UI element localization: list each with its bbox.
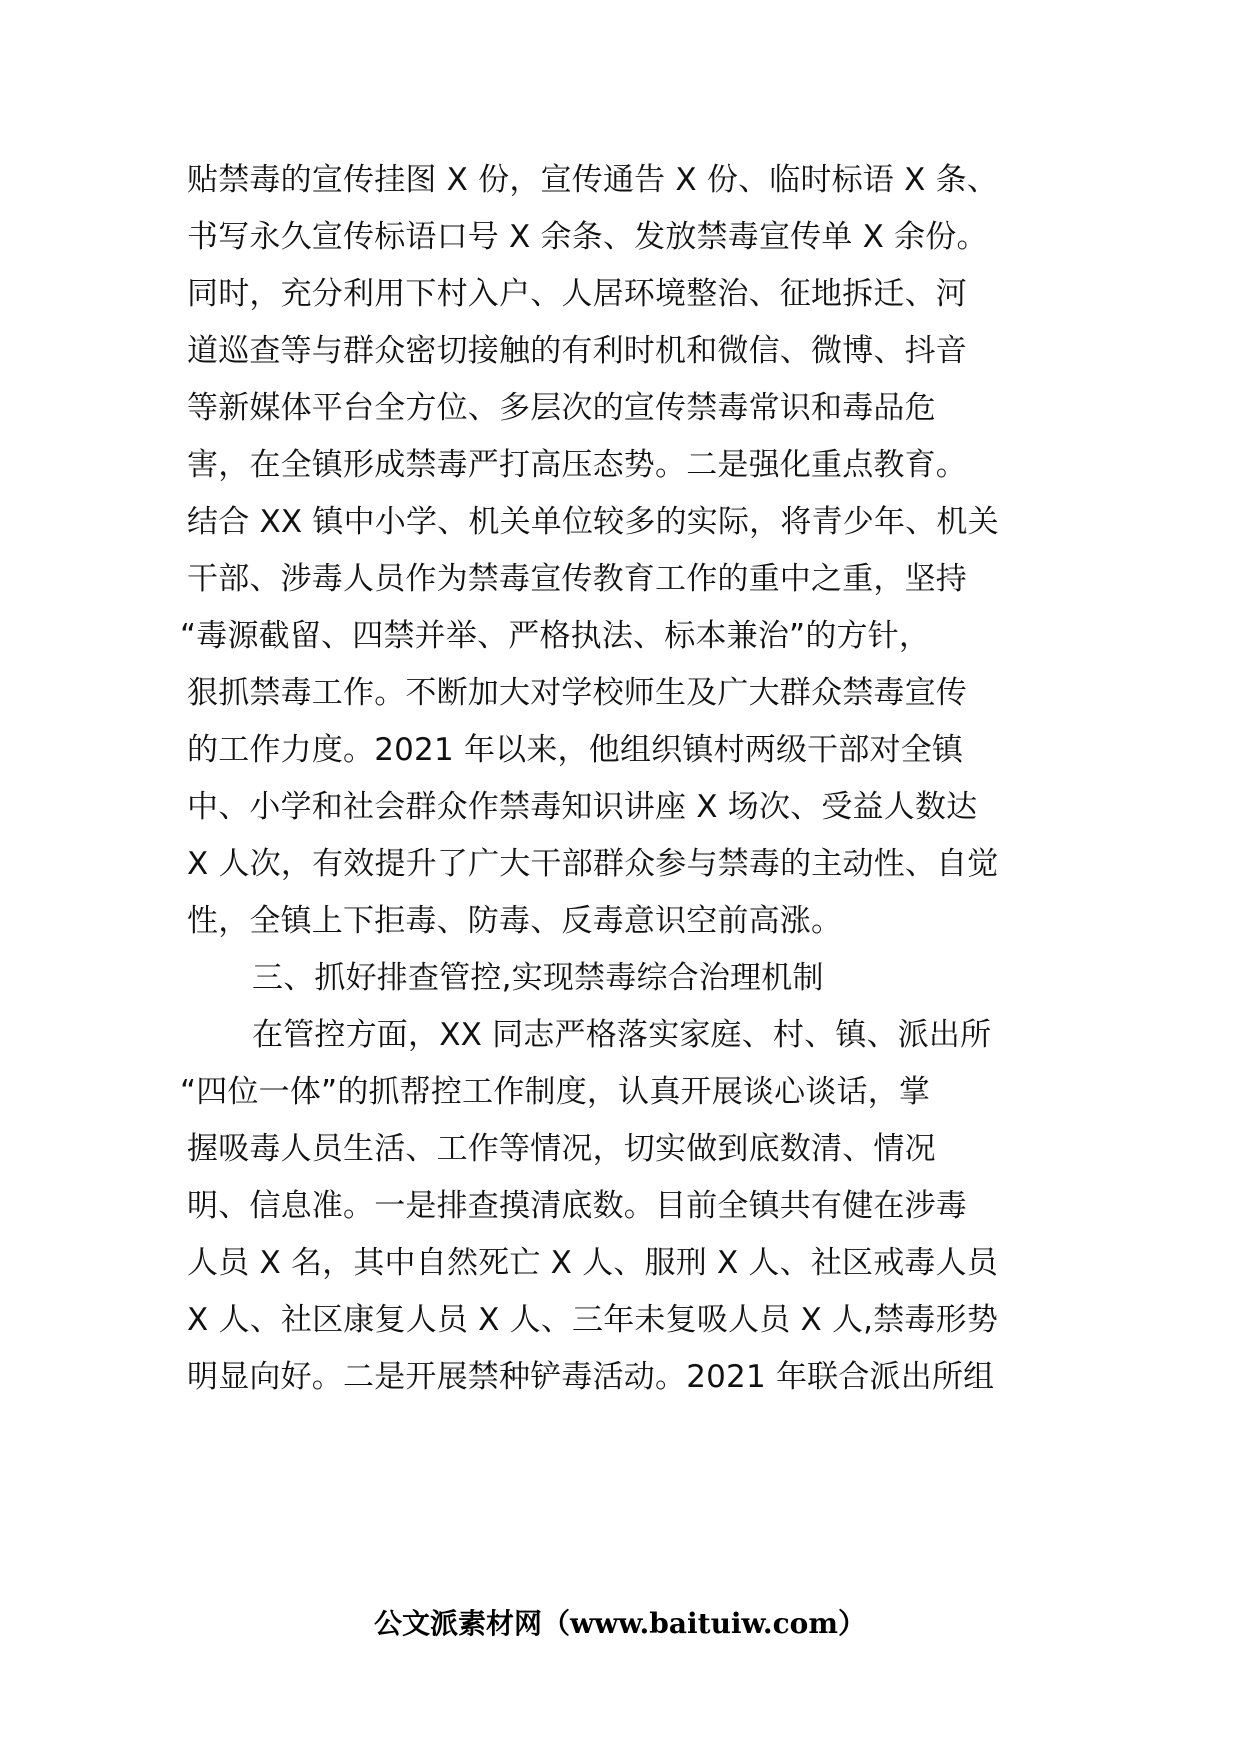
- footer-watermark: 公文派素材网（www.baituiw.com）: [374, 1607, 866, 1640]
- text-line: 性，全镇上下拒毒、防毒、反毒意识空前高涨。: [187, 903, 843, 939]
- text-line: X 人次，有效提升了广大干部群众参与禁毒的主动性、自觉: [187, 846, 999, 882]
- text-line: 道巡查等与群众密切接触的有利时机和微信、微博、抖音: [187, 333, 967, 369]
- text-line: 在管控方面，XX 同志严格落实家庭、村、镇、派出所: [252, 1017, 992, 1053]
- text-line: 狠抓禁毒工作。不断加大对学校师生及广大群众禁毒宣传: [187, 675, 967, 711]
- text-line: 人员 X 名，其中自然死亡 X 人、服刑 X 人、社区戒毒人员: [187, 1245, 999, 1281]
- text-line: 贴禁毒的宣传挂图 X 份，宣传通告 X 份、临时标语 X 条、: [187, 162, 999, 198]
- text-line: X 人、社区康复人员 X 人、三年未复吸人员 X 人,禁毒形势: [187, 1302, 999, 1338]
- text-line: 等新媒体平台全方位、多层次的宣传禁毒常识和毒品危: [187, 390, 936, 426]
- text-line: 明显向好。二是开展禁种铲毒活动。2021 年联合派出所组: [187, 1359, 995, 1395]
- text-line: 结合 XX 镇中小学、机关单位较多的实际，将青少年、机关: [187, 504, 999, 540]
- text-line: 明、信息准。一是排查摸清底数。目前全镇共有健在涉毒: [187, 1188, 967, 1224]
- text-line: 书写永久宣传标语口号 X 余条、发放禁毒宣传单 X 余份。: [187, 219, 988, 255]
- text-line: 害，在全镇形成禁毒严打高压态势。二是强化重点教育。: [187, 447, 967, 483]
- text-line: 的工作力度。2021 年以来，他组织镇村两级干部对全镇: [187, 732, 964, 768]
- text-line: 中、小学和社会群众作禁毒知识讲座 X 场次、受益人数达: [187, 789, 978, 825]
- text-line: “四位一体”的抓帮控工作制度，认真开展谈心谈话，掌: [180, 1074, 931, 1110]
- section-heading: 三、抓好排查管控,实现禁毒综合治理机制: [252, 960, 824, 996]
- text-line: 握吸毒人员生活、工作等情况，切实做到底数清、情况: [187, 1131, 936, 1167]
- text-line: 干部、涉毒人员作为禁毒宣传教育工作的重中之重，坚持: [187, 561, 967, 597]
- text-line: 同时，充分利用下村入户、人居环境整治、征地拆迁、河: [187, 276, 967, 312]
- text-line: “毒源截留、四禁并举、严格执法、标本兼治”的方针，: [180, 618, 931, 654]
